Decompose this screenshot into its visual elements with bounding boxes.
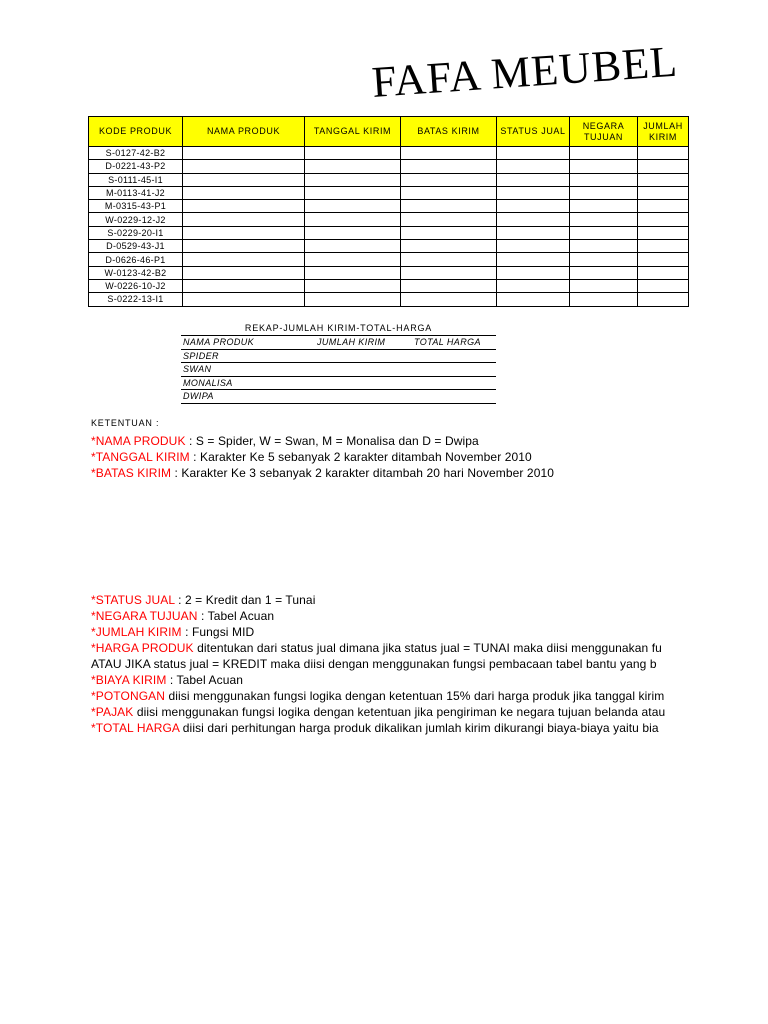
ketentuan-text: diisi dari perhitungan harga produk dikalikan jumlah kirim dikurangi biaya-biaya yaitu bia [179, 721, 659, 735]
table-cell[interactable] [183, 226, 305, 239]
table-cell[interactable] [638, 186, 689, 199]
ketentuan-group-1 [91, 433, 689, 481]
table-row [89, 266, 689, 279]
table-cell[interactable] [183, 253, 305, 266]
table-cell[interactable] [401, 186, 497, 199]
table-cell[interactable] [497, 213, 570, 226]
table-row [89, 279, 689, 292]
ketentuan-text: : Karakter Ke 5 sebanyak 2 karakter ditambah November 2010 [189, 450, 532, 464]
table-cell[interactable] [638, 240, 689, 253]
table-cell[interactable] [305, 240, 401, 253]
ketentuan-key: *TOTAL HARGA [91, 721, 180, 735]
table-cell[interactable] [497, 147, 570, 160]
kode-produk-cell[interactable]: S-0127-42-B2 [89, 147, 183, 160]
table-cell[interactable] [570, 293, 638, 306]
table-cell[interactable] [570, 200, 638, 213]
table-cell[interactable] [305, 160, 401, 173]
table-cell[interactable] [305, 186, 401, 199]
rekap-table [181, 335, 496, 404]
table-cell[interactable] [183, 173, 305, 186]
ketentuan-line [91, 465, 689, 481]
kode-produk-cell[interactable]: D-0626-46-P1 [89, 253, 183, 266]
ketentuan-line [91, 672, 689, 688]
header-negara-tujuan[interactable]: NEGARA TUJUAN [570, 117, 638, 147]
rekap-row [181, 363, 496, 377]
table-row [89, 186, 689, 199]
ketentuan-key: *STATUS JUAL [91, 593, 175, 607]
ketentuan-line [91, 608, 689, 624]
table-row [89, 293, 689, 306]
rekap-row [181, 349, 496, 363]
ketentuan-line [91, 640, 689, 656]
table-cell[interactable] [183, 186, 305, 199]
ketentuan-text: : 2 = Kredit dan 1 = Tunai [174, 593, 316, 607]
table-cell[interactable] [497, 266, 570, 279]
ketentuan-line [91, 656, 689, 672]
table-cell[interactable] [401, 160, 497, 173]
rekap-row [181, 390, 496, 404]
table-cell[interactable] [183, 266, 305, 279]
table-row [89, 147, 689, 160]
table-cell[interactable] [570, 226, 638, 239]
table-cell[interactable] [183, 279, 305, 292]
ketentuan-text: diisi menggunakan fungsi logika dengan ketentuan jika pengiriman ke negara tujuan belanda atau [133, 705, 666, 719]
table-cell[interactable] [570, 266, 638, 279]
product-table-header [89, 117, 689, 147]
ketentuan-text: : Fungsi MID [181, 625, 255, 639]
table-cell[interactable] [183, 293, 305, 306]
table-cell[interactable] [638, 279, 689, 292]
header-status-jual[interactable]: STATUS JUAL [497, 117, 570, 147]
table-cell[interactable] [497, 226, 570, 239]
table-cell[interactable] [401, 253, 497, 266]
table-cell[interactable] [570, 147, 638, 160]
ketentuan-key: *PAJAK [91, 705, 134, 719]
ketentuan-text: diisi menggunakan fungsi logika dengan ketentuan 15% dari harga produk jika tanggal kirim [165, 689, 665, 703]
header-jumlah-kirim[interactable]: JUMLAH KIRIM [638, 117, 689, 147]
table-cell[interactable] [305, 173, 401, 186]
table-cell[interactable] [401, 213, 497, 226]
ketentuan-text: : Tabel Acuan [166, 673, 244, 687]
rekap-cell[interactable] [315, 376, 412, 390]
rekap-cell[interactable] [315, 363, 412, 377]
ketentuan-key: *JUMLAH KIRIM [91, 625, 182, 639]
table-cell[interactable] [305, 213, 401, 226]
rekap-header-nama-produk[interactable]: NAMA PRODUK [181, 336, 315, 350]
table-cell[interactable] [401, 226, 497, 239]
table-row [89, 200, 689, 213]
kode-produk-cell[interactable]: D-0221-43-P2 [89, 160, 183, 173]
ketentuan-text: : Tabel Acuan [197, 609, 275, 623]
table-cell[interactable] [638, 173, 689, 186]
ketentuan-key: *NEGARA TUJUAN [91, 609, 198, 623]
rekap-section [181, 321, 496, 404]
table-cell[interactable] [570, 186, 638, 199]
table-cell[interactable] [497, 279, 570, 292]
ketentuan-line [91, 592, 689, 608]
header-nama-produk[interactable]: NAMA PRODUK [183, 117, 305, 147]
kode-produk-cell[interactable]: S-0229-20-I1 [89, 226, 183, 239]
ketentuan-text: : Karakter Ke 3 sebanyak 2 karakter ditambah 20 hari November 2010 [171, 466, 555, 480]
kode-produk-cell[interactable]: S-0222-13-I1 [89, 293, 183, 306]
ketentuan-line [91, 624, 689, 640]
rekap-table-header [181, 336, 496, 350]
ketentuan-key: *TANGGAL KIRIM [91, 450, 190, 464]
table-cell[interactable] [638, 200, 689, 213]
table-cell[interactable] [401, 147, 497, 160]
ketentuan-line [91, 688, 689, 704]
kode-produk-cell[interactable]: M-0113-41-J2 [89, 186, 183, 199]
table-cell[interactable] [638, 147, 689, 160]
table-cell[interactable] [305, 293, 401, 306]
table-cell[interactable] [401, 293, 497, 306]
table-cell[interactable] [497, 293, 570, 306]
rekap-cell[interactable] [412, 376, 496, 390]
ketentuan-line [91, 720, 689, 736]
kode-produk-cell[interactable]: W-0229-12-J2 [89, 213, 183, 226]
table-cell[interactable] [183, 147, 305, 160]
kode-produk-cell[interactable]: W-0226-10-J2 [89, 279, 183, 292]
table-cell[interactable] [305, 147, 401, 160]
table-cell[interactable] [305, 226, 401, 239]
rekap-product-name[interactable]: SPIDER [181, 349, 315, 363]
header-kode-produk[interactable]: KODE PRODUK [89, 117, 183, 147]
table-cell[interactable] [305, 253, 401, 266]
table-cell[interactable] [497, 200, 570, 213]
kode-produk-cell[interactable]: W-0123-42-B2 [89, 266, 183, 279]
table-cell[interactable] [497, 173, 570, 186]
header-batas-kirim[interactable]: BATAS KIRIM [401, 117, 497, 147]
rekap-cell[interactable] [412, 363, 496, 377]
rekap-row [181, 376, 496, 390]
table-cell[interactable] [305, 279, 401, 292]
rekap-cell[interactable] [412, 349, 496, 363]
ketentuan-text: ATAU JIKA status jual = KREDIT maka diisi dengan menggunakan fungsi pembacaan tabel bantu yang b [91, 657, 657, 671]
table-row [89, 213, 689, 226]
ketentuan-text: : S = Spider, W = Swan, M = Monalisa dan D = Dwipa [185, 434, 479, 448]
table-row [89, 173, 689, 186]
rekap-product-name[interactable]: MONALISA [181, 376, 315, 390]
table-cell[interactable] [401, 279, 497, 292]
rekap-cell[interactable] [315, 349, 412, 363]
table-cell[interactable] [497, 253, 570, 266]
table-cell[interactable] [305, 266, 401, 279]
table-cell[interactable] [497, 186, 570, 199]
rekap-product-name[interactable]: DWIPA [181, 390, 315, 404]
ketentuan-key: *HARGA PRODUK [91, 641, 194, 655]
ketentuan-heading: KETENTUAN : [91, 418, 160, 428]
table-cell[interactable] [570, 213, 638, 226]
table-cell[interactable] [570, 173, 638, 186]
table-row [89, 160, 689, 173]
table-cell[interactable] [305, 200, 401, 213]
table-row [89, 226, 689, 239]
table-cell[interactable] [401, 266, 497, 279]
rekap-cell[interactable] [315, 390, 412, 404]
ketentuan-group-2 [91, 592, 689, 736]
table-cell[interactable] [497, 240, 570, 253]
table-cell[interactable] [570, 240, 638, 253]
rekap-cell[interactable] [412, 390, 496, 404]
table-cell[interactable] [570, 160, 638, 173]
table-row [89, 253, 689, 266]
kode-produk-cell[interactable]: S-0111-45-I1 [89, 173, 183, 186]
ketentuan-line [91, 433, 689, 449]
rekap-header-jumlah-kirim[interactable]: JUMLAH KIRIM [315, 336, 412, 350]
table-cell[interactable] [401, 173, 497, 186]
product-table-body [89, 147, 689, 307]
ketentuan-key: *BATAS KIRIM [91, 466, 172, 480]
table-cell[interactable] [638, 266, 689, 279]
kode-produk-cell[interactable]: M-0315-43-P1 [89, 200, 183, 213]
table-cell[interactable] [638, 160, 689, 173]
ketentuan-line [91, 704, 689, 720]
rekap-table-body [181, 349, 496, 403]
table-cell[interactable] [638, 213, 689, 226]
table-cell[interactable] [183, 213, 305, 226]
table-cell[interactable] [570, 279, 638, 292]
table-cell[interactable] [183, 200, 305, 213]
table-cell[interactable] [570, 253, 638, 266]
rekap-header-total-harga[interactable]: TOTAL HARGA [412, 336, 496, 350]
ketentuan-key: *POTONGAN [91, 689, 166, 703]
table-cell[interactable] [183, 240, 305, 253]
rekap-title: REKAP-JUMLAH KIRIM-TOTAL-HARGA [244, 323, 433, 333]
table-cell[interactable] [183, 160, 305, 173]
table-row [89, 240, 689, 253]
table-cell[interactable] [401, 240, 497, 253]
table-cell[interactable] [638, 293, 689, 306]
kode-produk-cell[interactable]: D-0529-43-J1 [89, 240, 183, 253]
ketentuan-text: ditentukan dari status jual dimana jika status jual = TUNAI maka diisi menggunakan fu [193, 641, 662, 655]
rekap-product-name[interactable]: SWAN [181, 363, 315, 377]
product-table [88, 116, 689, 307]
ketentuan-key: *BIAYA KIRIM [91, 673, 167, 687]
table-cell[interactable] [638, 226, 689, 239]
page-title: FAFA MEUBEL [370, 36, 680, 107]
table-cell[interactable] [497, 160, 570, 173]
header-tanggal-kirim[interactable]: TANGGAL KIRIM [305, 117, 401, 147]
table-cell[interactable] [638, 253, 689, 266]
ketentuan-key: *NAMA PRODUK [91, 434, 186, 448]
ketentuan-line [91, 449, 689, 465]
table-cell[interactable] [401, 200, 497, 213]
